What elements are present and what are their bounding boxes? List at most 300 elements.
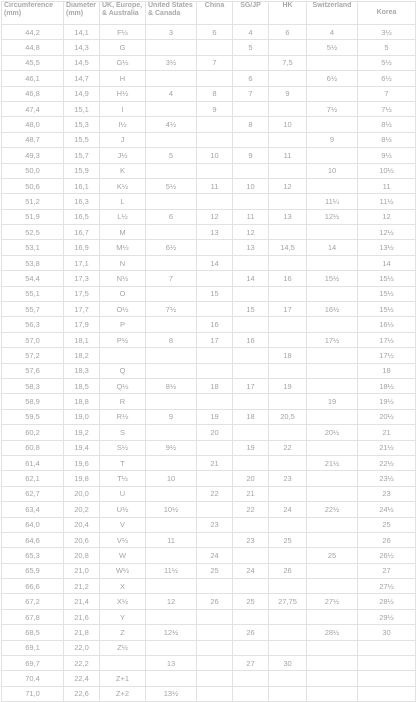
cell-us-canada: 3 <box>146 25 197 40</box>
cell-china <box>197 348 233 363</box>
cell-circumference: 53,8 <box>2 255 64 270</box>
cell-switzerland <box>307 378 358 393</box>
cell-korea <box>358 671 416 686</box>
cell-switzerland <box>307 486 358 501</box>
cell-hk: 10 <box>269 117 307 132</box>
header-korea: Korea <box>358 2 416 25</box>
cell-circumference: 55,7 <box>2 302 64 317</box>
table-row <box>2 394 416 409</box>
cell-switzerland: 14 <box>307 240 358 255</box>
cell-sg-jp <box>233 101 269 116</box>
cell-hk: 18 <box>269 348 307 363</box>
cell-us-canada: 6 <box>146 209 197 224</box>
cell-uk-europe-australia: G <box>100 40 146 55</box>
cell-korea: 22½ <box>358 455 416 470</box>
cell-us-canada <box>146 163 197 178</box>
table-row <box>2 486 416 501</box>
cell-diameter: 22,0 <box>64 640 100 655</box>
cell-sg-jp: 21 <box>233 486 269 501</box>
cell-sg-jp <box>233 255 269 270</box>
cell-uk-europe-australia: U <box>100 486 146 501</box>
table-row <box>2 579 416 594</box>
cell-circumference: 68,5 <box>2 625 64 640</box>
cell-korea: 3½ <box>358 25 416 40</box>
table-row <box>2 609 416 624</box>
cell-china: 17 <box>197 332 233 347</box>
cell-sg-jp <box>233 579 269 594</box>
cell-uk-europe-australia: G½ <box>100 55 146 70</box>
cell-circumference: 67,8 <box>2 609 64 624</box>
table-row <box>2 640 416 655</box>
cell-switzerland: 6½ <box>307 71 358 86</box>
cell-switzerland <box>307 609 358 624</box>
cell-korea: 9½ <box>358 148 416 163</box>
cell-switzerland: 22½ <box>307 502 358 517</box>
cell-china <box>197 132 233 147</box>
cell-uk-europe-australia: X <box>100 579 146 594</box>
cell-hk: 27,75 <box>269 594 307 609</box>
cell-diameter: 20,2 <box>64 502 100 517</box>
cell-hk <box>269 671 307 686</box>
cell-sg-jp <box>233 517 269 532</box>
cell-diameter: 15,9 <box>64 163 100 178</box>
cell-us-canada: 12 <box>146 594 197 609</box>
cell-hk: 23 <box>269 471 307 486</box>
cell-us-canada: 11 <box>146 532 197 547</box>
table-row <box>2 471 416 486</box>
cell-china: 21 <box>197 455 233 470</box>
table-row <box>2 563 416 578</box>
table-row <box>2 332 416 347</box>
header-diameter: Diameter (mm) <box>64 2 100 25</box>
cell-uk-europe-australia: U½ <box>100 502 146 517</box>
cell-sg-jp: 8 <box>233 117 269 132</box>
cell-circumference: 48,7 <box>2 132 64 147</box>
cell-hk <box>269 425 307 440</box>
cell-korea: 25 <box>358 517 416 532</box>
cell-circumference: 47,4 <box>2 101 64 116</box>
cell-hk: 26 <box>269 563 307 578</box>
cell-korea: 21½ <box>358 440 416 455</box>
cell-diameter: 16,3 <box>64 194 100 209</box>
cell-uk-europe-australia: H½ <box>100 86 146 101</box>
cell-uk-europe-australia <box>100 348 146 363</box>
cell-china <box>197 394 233 409</box>
cell-diameter: 17,9 <box>64 317 100 332</box>
cell-diameter: 19,6 <box>64 455 100 470</box>
cell-uk-europe-australia: V½ <box>100 532 146 547</box>
cell-diameter: 14,3 <box>64 40 100 55</box>
cell-us-canada <box>146 101 197 116</box>
cell-circumference: 60,8 <box>2 440 64 455</box>
cell-hk <box>269 579 307 594</box>
cell-circumference: 62,1 <box>2 471 64 486</box>
header-sg-jp: SG/JP <box>233 2 269 25</box>
cell-us-canada: 4½ <box>146 117 197 132</box>
cell-sg-jp <box>233 425 269 440</box>
cell-us-canada: 3½ <box>146 55 197 70</box>
cell-china: 15 <box>197 286 233 301</box>
cell-us-canada: 7 <box>146 271 197 286</box>
cell-china: 23 <box>197 517 233 532</box>
table-row <box>2 209 416 224</box>
cell-us-canada: 7½ <box>146 302 197 317</box>
cell-korea: 17½ <box>358 332 416 347</box>
cell-uk-europe-australia: L <box>100 194 146 209</box>
cell-uk-europe-australia: X½ <box>100 594 146 609</box>
cell-uk-europe-australia: Z½ <box>100 640 146 655</box>
cell-sg-jp <box>233 132 269 147</box>
cell-diameter: 20,6 <box>64 532 100 547</box>
cell-china: 12 <box>197 209 233 224</box>
cell-circumference: 55,1 <box>2 286 64 301</box>
table-row <box>2 25 416 40</box>
cell-hk <box>269 625 307 640</box>
cell-sg-jp: 13 <box>233 240 269 255</box>
cell-diameter: 22,6 <box>64 686 100 701</box>
table-row <box>2 671 416 686</box>
cell-hk <box>269 101 307 116</box>
cell-circumference: 71,0 <box>2 686 64 701</box>
table-row <box>2 240 416 255</box>
cell-hk <box>269 609 307 624</box>
cell-circumference: 66,6 <box>2 579 64 594</box>
cell-us-canada: 8 <box>146 332 197 347</box>
cell-sg-jp: 6 <box>233 71 269 86</box>
cell-hk <box>269 194 307 209</box>
cell-korea: 26 <box>358 532 416 547</box>
cell-korea: 18 <box>358 363 416 378</box>
cell-uk-europe-australia: R½ <box>100 409 146 424</box>
cell-korea: 12½ <box>358 225 416 240</box>
cell-switzerland: 7½ <box>307 101 358 116</box>
cell-diameter: 22,4 <box>64 671 100 686</box>
cell-circumference: 50,0 <box>2 163 64 178</box>
cell-switzerland <box>307 117 358 132</box>
cell-korea <box>358 640 416 655</box>
cell-circumference: 61,4 <box>2 455 64 470</box>
cell-diameter: 19,4 <box>64 440 100 455</box>
cell-korea: 8½ <box>358 132 416 147</box>
cell-hk: 14,5 <box>269 240 307 255</box>
cell-switzerland: 10 <box>307 163 358 178</box>
cell-korea <box>358 686 416 701</box>
table-row <box>2 625 416 640</box>
cell-hk: 24 <box>269 502 307 517</box>
cell-diameter: 20,8 <box>64 548 100 563</box>
cell-us-canada <box>146 517 197 532</box>
table-row <box>2 148 416 163</box>
cell-switzerland <box>307 255 358 270</box>
cell-switzerland <box>307 640 358 655</box>
cell-diameter: 18,8 <box>64 394 100 409</box>
table-row <box>2 686 416 701</box>
cell-china <box>197 532 233 547</box>
cell-uk-europe-australia: P <box>100 317 146 332</box>
cell-china <box>197 194 233 209</box>
cell-us-canada: 13 <box>146 656 197 671</box>
cell-us-canada <box>146 255 197 270</box>
cell-korea: 23 <box>358 486 416 501</box>
cell-uk-europe-australia: M½ <box>100 240 146 255</box>
cell-sg-jp <box>233 348 269 363</box>
cell-sg-jp <box>233 363 269 378</box>
cell-china: 10 <box>197 148 233 163</box>
cell-circumference: 46,1 <box>2 71 64 86</box>
cell-diameter: 18,3 <box>64 363 100 378</box>
table-row <box>2 255 416 270</box>
table-row <box>2 163 416 178</box>
cell-hk: 7,5 <box>269 55 307 70</box>
table-row <box>2 86 416 101</box>
cell-hk <box>269 548 307 563</box>
table-row <box>2 502 416 517</box>
cell-uk-europe-australia: Z+1 <box>100 671 146 686</box>
cell-switzerland <box>307 225 358 240</box>
cell-sg-jp <box>233 455 269 470</box>
cell-switzerland: 5½ <box>307 40 358 55</box>
table-row <box>2 117 416 132</box>
cell-china: 24 <box>197 548 233 563</box>
cell-circumference: 69,7 <box>2 656 64 671</box>
header-hk: HK <box>269 2 307 25</box>
cell-us-canada <box>146 394 197 409</box>
cell-hk: 22 <box>269 440 307 455</box>
cell-korea: 13½ <box>358 240 416 255</box>
cell-hk: 20,5 <box>269 409 307 424</box>
cell-uk-europe-australia: N½ <box>100 271 146 286</box>
cell-switzerland <box>307 317 358 332</box>
cell-sg-jp: 7 <box>233 86 269 101</box>
cell-china: 19 <box>197 409 233 424</box>
cell-china <box>197 163 233 178</box>
cell-hk: 12 <box>269 178 307 193</box>
cell-circumference: 70,4 <box>2 671 64 686</box>
cell-uk-europe-australia: T <box>100 455 146 470</box>
cell-china: 8 <box>197 86 233 101</box>
cell-korea: 29½ <box>358 609 416 624</box>
cell-hk <box>269 394 307 409</box>
cell-us-canada: 11½ <box>146 563 197 578</box>
cell-diameter: 22,2 <box>64 656 100 671</box>
cell-us-canada: 13½ <box>146 686 197 701</box>
cell-circumference: 44,2 <box>2 25 64 40</box>
cell-uk-europe-australia: N <box>100 255 146 270</box>
cell-china <box>197 502 233 517</box>
cell-uk-europe-australia: J½ <box>100 148 146 163</box>
cell-hk: 11 <box>269 148 307 163</box>
cell-korea: 7 <box>358 86 416 101</box>
cell-korea: 11½ <box>358 194 416 209</box>
cell-korea: 7½ <box>358 101 416 116</box>
cell-circumference: 52,5 <box>2 225 64 240</box>
cell-korea: 27½ <box>358 579 416 594</box>
cell-diameter: 18,2 <box>64 348 100 363</box>
cell-diameter: 15,5 <box>64 132 100 147</box>
cell-sg-jp: 16 <box>233 332 269 347</box>
cell-switzerland <box>307 563 358 578</box>
cell-korea: 30 <box>358 625 416 640</box>
header-circumference: Circumference (mm) <box>2 2 64 25</box>
cell-circumference: 50,6 <box>2 178 64 193</box>
cell-uk-europe-australia: W½ <box>100 563 146 578</box>
cell-korea: 8½ <box>358 117 416 132</box>
cell-diameter: 16,9 <box>64 240 100 255</box>
cell-diameter: 14,5 <box>64 55 100 70</box>
cell-hk <box>269 455 307 470</box>
cell-circumference: 53,1 <box>2 240 64 255</box>
cell-switzerland <box>307 178 358 193</box>
cell-china: 9 <box>197 101 233 116</box>
cell-china <box>197 440 233 455</box>
cell-korea: 23½ <box>358 471 416 486</box>
cell-us-canada: 4 <box>146 86 197 101</box>
cell-diameter: 16,5 <box>64 209 100 224</box>
header-china: China <box>197 2 233 25</box>
cell-circumference: 67,2 <box>2 594 64 609</box>
cell-korea: 28½ <box>358 594 416 609</box>
cell-us-canada <box>146 640 197 655</box>
cell-china: 25 <box>197 563 233 578</box>
cell-korea: 26½ <box>358 548 416 563</box>
cell-switzerland <box>307 532 358 547</box>
cell-china: 26 <box>197 594 233 609</box>
cell-us-canada: 12½ <box>146 625 197 640</box>
cell-hk: 17 <box>269 302 307 317</box>
cell-china: 11 <box>197 178 233 193</box>
cell-china: 6 <box>197 25 233 40</box>
cell-china <box>197 271 233 286</box>
cell-diameter: 17,5 <box>64 286 100 301</box>
cell-sg-jp: 19 <box>233 440 269 455</box>
cell-uk-europe-australia: Y <box>100 609 146 624</box>
cell-sg-jp <box>233 163 269 178</box>
cell-diameter: 21,2 <box>64 579 100 594</box>
table-row <box>2 517 416 532</box>
cell-diameter: 14,7 <box>64 71 100 86</box>
cell-hk <box>269 486 307 501</box>
cell-switzerland <box>307 148 358 163</box>
cell-uk-europe-australia: O½ <box>100 302 146 317</box>
cell-china <box>197 640 233 655</box>
cell-switzerland <box>307 517 358 532</box>
cell-uk-europe-australia: I <box>100 101 146 116</box>
cell-china <box>197 471 233 486</box>
cell-diameter: 17,7 <box>64 302 100 317</box>
cell-korea: 5½ <box>358 55 416 70</box>
cell-sg-jp: 24 <box>233 563 269 578</box>
cell-diameter: 19,0 <box>64 409 100 424</box>
cell-circumference: 58,9 <box>2 394 64 409</box>
cell-sg-jp: 23 <box>233 532 269 547</box>
cell-hk <box>269 255 307 270</box>
cell-uk-europe-australia: S½ <box>100 440 146 455</box>
cell-us-canada <box>146 40 197 55</box>
cell-circumference: 58,3 <box>2 378 64 393</box>
cell-circumference: 56,3 <box>2 317 64 332</box>
cell-circumference: 57,0 <box>2 332 64 347</box>
cell-diameter: 15,3 <box>64 117 100 132</box>
cell-hk <box>269 225 307 240</box>
cell-sg-jp <box>233 609 269 624</box>
cell-hk: 6 <box>269 25 307 40</box>
cell-circumference: 62,7 <box>2 486 64 501</box>
cell-china <box>197 240 233 255</box>
cell-korea: 14 <box>358 255 416 270</box>
cell-china <box>197 40 233 55</box>
cell-us-canada <box>146 455 197 470</box>
cell-us-canada <box>146 225 197 240</box>
cell-china: 20 <box>197 425 233 440</box>
cell-us-canada <box>146 486 197 501</box>
cell-hk: 19 <box>269 378 307 393</box>
cell-switzerland: 11¼ <box>307 194 358 209</box>
cell-uk-europe-australia: S <box>100 425 146 440</box>
cell-switzerland: 19 <box>307 394 358 409</box>
cell-uk-europe-australia: L½ <box>100 209 146 224</box>
header-row <box>2 2 416 25</box>
cell-circumference: 44,8 <box>2 40 64 55</box>
cell-uk-europe-australia: Q½ <box>100 378 146 393</box>
cell-hk: 16 <box>269 271 307 286</box>
cell-uk-europe-australia: F½ <box>100 25 146 40</box>
header-uk-europe-australia: UK, Europe, & Australia <box>100 2 146 25</box>
cell-uk-europe-australia <box>100 656 146 671</box>
cell-uk-europe-australia: Q <box>100 363 146 378</box>
table-row <box>2 132 416 147</box>
table-row <box>2 101 416 116</box>
cell-circumference: 65,9 <box>2 563 64 578</box>
cell-circumference: 64,0 <box>2 517 64 532</box>
cell-uk-europe-australia: H <box>100 71 146 86</box>
cell-us-canada <box>146 348 197 363</box>
cell-hk <box>269 40 307 55</box>
cell-hk <box>269 286 307 301</box>
table-row <box>2 548 416 563</box>
cell-sg-jp: 11 <box>233 209 269 224</box>
cell-uk-europe-australia: Z <box>100 625 146 640</box>
table-row <box>2 71 416 86</box>
cell-sg-jp <box>233 671 269 686</box>
cell-hk <box>269 517 307 532</box>
cell-sg-jp: 17 <box>233 378 269 393</box>
cell-korea: 15½ <box>358 302 416 317</box>
table-row <box>2 178 416 193</box>
cell-sg-jp: 18 <box>233 409 269 424</box>
cell-sg-jp: 27 <box>233 656 269 671</box>
cell-circumference: 69,1 <box>2 640 64 655</box>
cell-circumference: 45,5 <box>2 55 64 70</box>
cell-circumference: 57,2 <box>2 348 64 363</box>
cell-switzerland: 20½ <box>307 425 358 440</box>
cell-diameter: 18,5 <box>64 378 100 393</box>
cell-diameter: 15,1 <box>64 101 100 116</box>
cell-circumference: 46,8 <box>2 86 64 101</box>
cell-circumference: 65,3 <box>2 548 64 563</box>
cell-switzerland: 21½ <box>307 455 358 470</box>
cell-switzerland: 9 <box>307 132 358 147</box>
cell-switzerland: 15½ <box>307 271 358 286</box>
cell-hk <box>269 363 307 378</box>
cell-korea: 21 <box>358 425 416 440</box>
cell-uk-europe-australia: J <box>100 132 146 147</box>
cell-sg-jp: 15 <box>233 302 269 317</box>
cell-china: 13 <box>197 225 233 240</box>
cell-diameter: 16,7 <box>64 225 100 240</box>
cell-us-canada <box>146 671 197 686</box>
cell-circumference: 51,2 <box>2 194 64 209</box>
cell-sg-jp <box>233 194 269 209</box>
